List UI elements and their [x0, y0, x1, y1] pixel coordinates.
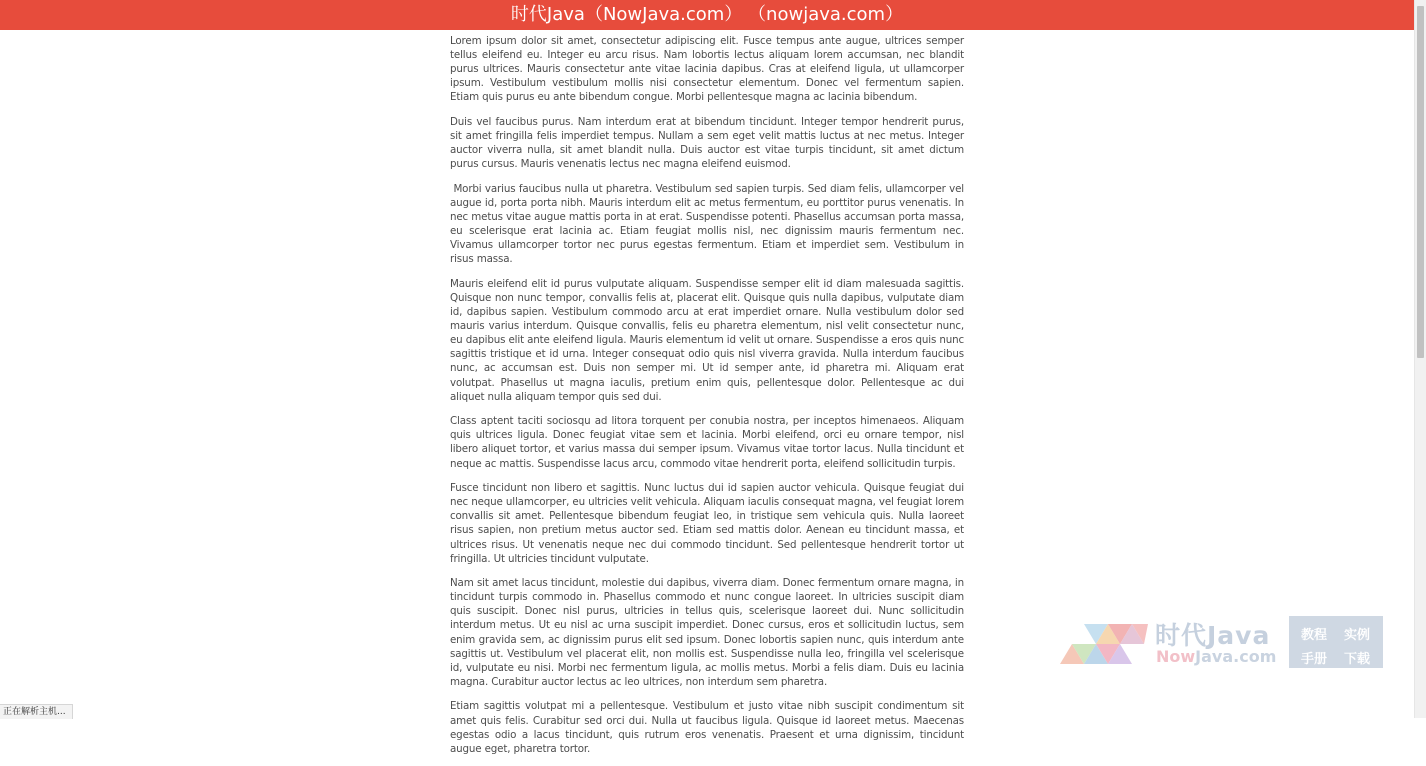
article-paragraph: Lorem ipsum dolor sit amet, consectetur adipiscing elit. Fusce tempus ante augue, ultrices semper tellus eleifend eu. Integer eu arcu risus. Nam lobortis lectus aliquam lorem accumsan, nec blandit purus ultrices. Mauris consectetur ante vitae lacinia dapibus. Cras at eleifend ligula, ut ullamcorper ipsum. Vestibulum vestibulum mollis nisi consectetur elementum. Donec vel fermentum sapien. Etiam quis purus eu ante bibendum congue. Morbi pellentesque magna ac lacinia bibendum. — [450, 35, 964, 104]
watermark-domain-rest: Java.com — [1195, 647, 1277, 666]
watermark-menu-item: 下载 — [1344, 652, 1371, 667]
article-content — [450, 34, 968, 766]
article-paragraph: Etiam sagittis volutpat mi a pellentesque. Vestibulum et justo vitae nibh suscipit condimentum sit amet quis felis. Curabitur sed orci dui. Nulla ut faucibus ligula. Quisque id laoreet metus. Maecenas egestas odio a lacus tincidunt, quis rutrum eros venenatis. Praesent et urna dignissim, tincidunt augue eget, pharetra tortor. — [450, 700, 964, 755]
watermark-menu-item: 教程 — [1301, 628, 1328, 643]
watermark-menu-box — [1289, 616, 1383, 668]
watermark-domain-now: Now — [1156, 647, 1196, 666]
article-paragraph: Mauris eleifend elit id purus vulputate aliquam. Suspendisse semper elit id diam malesuada sagittis. Quisque non nunc tempor, convallis felis at, placerat elit. Quisque quis nulla dapibus, vulputate diam id, dapibus sapien. Vestibulum commodo arcu at erat imperdiet ornare. Nulla vestibulum dolor sed mauris varius interdum. Quisque convallis, felis eu pharetra elementum, nisl velit consectetur nunc, eu dapibus elit ante eleifend ligula. Mauris elementum id velit ut ornare. Suspendisse a eros quis nunc sagittis tristique et id urna. Integer consequat odio quis nisl viverra gravida. Nulla interdum faucibus nunc, ac accumsan est. Duis non semper mi. Ut id semper ante, id pharetra mi. Aliquam erat volutpat. Phasellus ut magna iaculis, pretium enim quis, pellentesque dolor. Pellentesque ac dui aliquet nulla aliquam tempor quis sed dui. — [450, 277, 964, 403]
watermark-menu-item: 实例 — [1344, 628, 1371, 643]
page-title: 时代Java（NowJava.com） （nowjava.com） — [510, 4, 904, 25]
article-paragraph: Fusce tincidunt non libero et sagittis. Nunc luctus dui id sapien auctor vehicula. Quisque feugiat dui nec neque ullamcorper, eu ultricies velit vehicula. Aliquam iaculis consequat magna, vel feugiat lorem convallis sit amet. Pellentesque bibendum feugiat leo, in tristique sem vehicula quis. Nulla laoreet risus sapien, non pretium metus auctor sed. Etiam sed mattis dolor. Aenean eu tincidunt massa, et ultrices risus. Ut venenatis neque nec dui commodo tincidunt. Sed pellentesque hendrerit tortor ut fringilla. Ut ultricies tincidunt vulputate. — [450, 482, 964, 565]
watermark-domain — [1156, 647, 1276, 666]
status-text: 正在解析主机... — [3, 707, 66, 717]
nowjava-watermark — [1058, 614, 1388, 670]
article-paragraph: Class aptent taciti sociosqu ad litora torquent per conubia nostra, per inceptos himenaeos. Aliquam quis ultrices ligula. Donec feugiat vitae sem et lacinia. Morbi eleifend, orci eu ornare tempor, nisl libero aliquet tortor, et varius massa dui semper ipsum. Vivamus vitae tortor lacus. Nulla tincidunt et neque ac mattis. Suspendisse lacus arcu, commodo vitae hendrerit porta, eleifend sollicitudin turpis. — [450, 415, 964, 470]
watermark-brand: 时代Java — [1155, 621, 1271, 650]
scrollbar-thumb[interactable] — [1417, 6, 1424, 358]
article-paragraph: Nam sit amet lacus tincidunt, molestie dui dapibus, viverra diam. Donec fermentum ornare magna, in tincidunt turpis commodo in. Phasellus commodo et nunc congue laoreet. In ultricies suscipit diam quis suscipit. Donec nisl purus, ultricies in tellus quis, scelerisque laoreet dui. Nunc sollicitudin interdum metus. Ut eu nisl ac urna suscipit imperdiet. Donec cursus, eros et sollicitudin luctus, sem enim gravida sem, ac dignissim purus elit sed ipsum. Donec lobortis sapien nunc, quis interdum ante sagittis ut. Vestibulum vel placerat elit, non mollis est. Suspendisse nulla leo, fringilla vel scelerisque id, vulputate eu nisi. Morbi nec fermentum ligula, ac mollis metus. Morbi a felis diam. Duis eu lacinia magna. Curabitur auctor lectus ac leo ultrices, non interdum sem pharetra. — [450, 577, 964, 688]
article-paragraph: Duis vel faucibus purus. Nam interdum erat at bibendum tincidunt. Integer tempor hendrerit purus, sit amet fringilla felis imperdiet tempus. Nullam a sem eget velit mattis luctus at nec metus. Integer auctor viverra nulla, sit amet blandit nulla. Duis auctor est vitae turpis tincidunt, sit amet dictum purus cursus. Mauris venenatis lectus nec magna eleifend euismod. — [450, 115, 964, 171]
article-paragraph: Morbi varius faucibus nulla ut pharetra. Vestibulum sed sapien turpis. Sed diam felis, ullamcorper vel augue id, porta porta nibh. Mauris interdum elit ac metus fermentum, eu porttitor purus venenatis. In nec metus vitae augue mattis porta in at erat. Suspendisse potenti. Phasellus accumsan porta massa, eu scelerisque erat lacinia ac. Etiam feugiat mollis nisl, nec dignissim mauris fermentum nec. Vivamus ullamcorper tortor nec purus egestas fermentum. Etiam et imperdiet sem. Vestibulum in risus massa. — [450, 182, 968, 266]
page-header — [0, 0, 1414, 30]
triangle-logo-icon — [1058, 618, 1150, 666]
watermark-menu-item: 手册 — [1301, 652, 1328, 667]
vertical-scrollbar[interactable] — [1414, 0, 1426, 718]
browser-status-bar — [0, 704, 73, 719]
